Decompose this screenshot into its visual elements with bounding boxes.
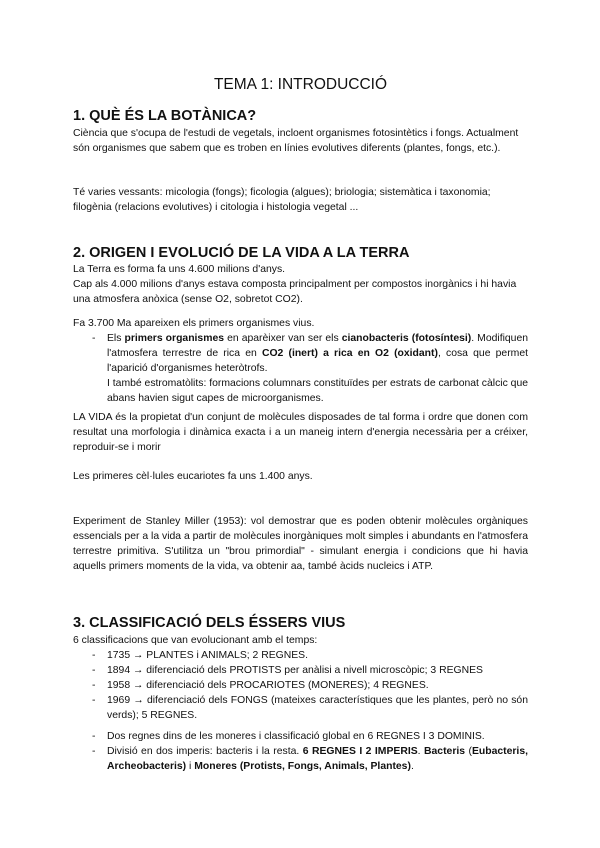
section-3-paragraph-1: 6 classificacions que van evolucionant amb el temps: — [73, 635, 318, 646]
section-2-paragraph-5: Les primeres cèl·lules eucariotes fa uns 1.400 anys. — [73, 471, 313, 482]
section-2-paragraph-3: Fa 3.700 Ma apareixen els primers organismes vius. — [73, 318, 315, 329]
list-item: - 1958 → diferenciació dels PROCARIOTES (MONERES); 4 REGNES. — [73, 678, 528, 693]
list-item: - Els primers organismes en aparèixer van ser els cianobacteris (fotosíntesi). Modifiquen l'atmosfera terrestre de rica en CO2 (inert) a rica en O2 (oxidant), cosa que permet l'aparició d'organismes heteròtrofs. I també estromatòlits: formacions columnars constituïdes per estrats de carbonat càlcic que abans havien sigut capes de microorganismes. — [73, 331, 528, 406]
section-2-paragraph-1: La Terra es forma fa uns 4.600 milions d'anys. — [73, 264, 286, 275]
list-item: - 1894 → diferenciació dels PROTISTS per anàlisi a nivell microscòpic; 3 REGNES — [73, 663, 528, 678]
list-item: - Dos regnes dins de les moneres i classificació global en 6 REGNES I 3 DOMINIS. — [73, 729, 528, 744]
list-item: - 1735 → PLANTES i ANIMALS; 2 REGNES. — [73, 648, 528, 663]
section-3-timeline-list — [73, 648, 528, 723]
section-2-bullet-list — [73, 331, 528, 406]
list-item: - 1969 → diferenciació dels FONGS (mateixes característiques que les plantes, però no són verds); 5 REGNES. — [73, 693, 528, 723]
section-1-paragraph-2: Té varies vessants: micologia (fongs); ficologia (algues); briologia; sistemàtica i taxonomia; filogènia (relacions evolutives) i citologia i histologia vegetal ... — [73, 187, 491, 213]
section-2-heading: 2. ORIGEN I EVOLUCIÓ DE LA VIDA A LA TERRA — [73, 245, 410, 261]
list-item: - Divisió en dos imperis: bacteris i la resta. 6 REGNES I 2 IMPERIS. Bacteris (Eubacteris, Archeobacteris) i Moneres (Protists, Fongs, Animals, Plantes). — [73, 744, 528, 774]
document-title: TEMA 1: INTRODUCCIÓ — [213, 76, 388, 93]
section-2-paragraph-4: LA VIDA és la propietat d'un conjunt de molècules disposades de tal forma i ordre que donen com resultat una morfologia i dinàmica exacta i a un maneig intern d'energia necessària per a créixer, reproduir-se i morir — [73, 412, 528, 453]
section-2-paragraph-6: Experiment de Stanley Miller (1953): vol demostrar que es poden obtenir molècules orgàniques essencials per a la vida a partir de molècules inorgàniques molt simples i abundants en l'atmosfera terrestre primitiva. S'utilitza un "brou primordial" - simulant energia i condicions que hi havia aquells primers moments de la vida, va obtenir aa, també àcids nucleics i ATP. — [73, 516, 528, 572]
section-1-heading: 1. QUÈ ÉS LA BOTÀNICA? — [73, 108, 257, 124]
section-1-paragraph-1: Ciència que s'ocupa de l'estudi de vegetals, incloent organismes fotosintètics i fongs. Actualment són organismes que sabem que es troben en línies evolutives diferents (plantes, fongs, etc.). — [73, 128, 519, 154]
section-3-domains-list — [73, 729, 528, 774]
section-2-paragraph-2: Cap als 4.000 milions d'anys estava composta principalment per compostos inorgànics i hi havia una atmosfera anòxica (sense O2, sobretot CO2). — [73, 279, 517, 305]
section-3-heading: 3. CLASSIFICACIÓ DELS ÉSSERS VIUS — [73, 615, 346, 631]
